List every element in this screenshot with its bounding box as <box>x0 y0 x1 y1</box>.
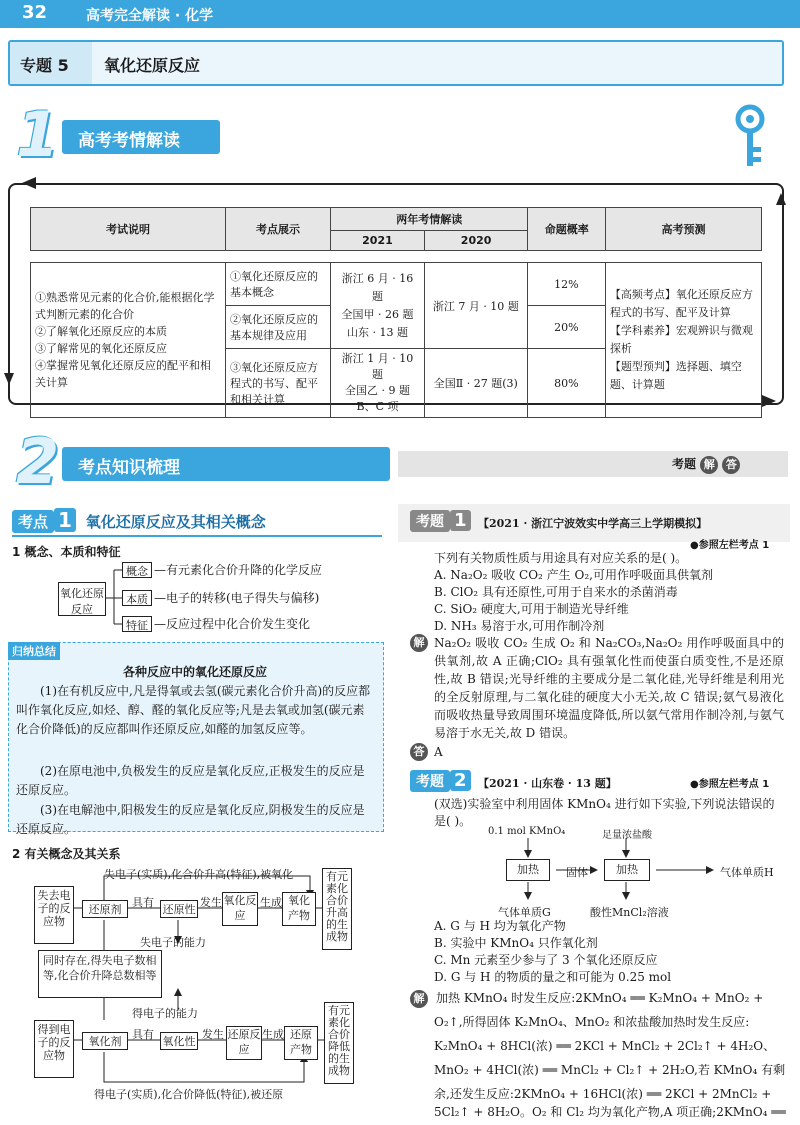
concept-branch-2: 本质 <box>122 590 152 606</box>
y2020-top: 浙江 7 月 · 10 题 <box>424 263 527 349</box>
show-2: ②氧化还原反应的基本规律及应用 <box>226 306 331 349</box>
concept-branch-1: 概念 <box>122 562 152 578</box>
flow-gas-g: 气体单质G <box>498 906 551 919</box>
concept-brace <box>104 562 124 632</box>
summary-tag: 归纳总结 <box>8 642 60 660</box>
rel-jy2: 具有 <box>132 1028 154 1041</box>
q2-option-d: D. G 与 H 的物质的量之和可能为 0.25 mol <box>434 970 672 984</box>
y2020-bottom: 全国Ⅱ · 27 题(3) <box>424 349 527 418</box>
rel-red-product: 还原产物 <box>284 1026 318 1060</box>
q2-exp-6: 5Cl₂↑ + 8H₂O。O₂ 和 Cl₂ 均为氧化产物,A 项正确;2KMnO₄ ══ <box>434 1105 786 1119</box>
q1-jie-mark <box>410 634 428 652</box>
q2-exp-5: 余,还发生反应:2KMnO₄ + 16HCl(浓) ══ 2KCl + 2MnCl₂ + <box>434 1087 772 1101</box>
rel-ox-product: 氧化产物 <box>282 892 316 926</box>
rel-mid-box: 同时存在,得失电子数相等,化合价升降总数相等 <box>38 950 162 998</box>
q1-option-d: D. NH₃ 易溶于水,可用作制冷剂 <box>434 619 605 633</box>
desc-3: ③了解常见的氧化还原反应 <box>35 342 167 355</box>
desc-2: ②了解氧化还原反应的本质 <box>35 325 167 338</box>
q2-exp-2: O₂↑,所得固体 K₂MnO₄、MnO₂ 和浓盐酸加热时发生反应: <box>434 1015 750 1029</box>
kd1-rule <box>12 535 382 537</box>
concept-desc-3: —反应过程中化合价发生变化 <box>154 617 311 631</box>
q1-option-a: A. Na₂O₂ 吸收 CO₂ 产生 O₂,可用作呼吸面具供氧剂 <box>434 568 713 582</box>
q1-badge <box>410 510 471 532</box>
desc-1: ①熟悉常见元素的化合价,能根据化学式判断元素的化合价 <box>35 291 215 321</box>
summary-p3: (3)在电解池中,阳极发生的反应是氧化反应,阴极发生的反应是还原反应。 <box>16 803 365 836</box>
rel-oxidant: 氧化剂 <box>82 1032 128 1050</box>
flow-solid: 固体 <box>566 866 588 879</box>
rel-oxidizability: 氧化性 <box>160 1032 198 1050</box>
rel-reducibility: 还原性 <box>160 900 198 918</box>
th-2021: 2021 <box>331 231 425 251</box>
q1-ref: ●参照左栏考点 1 <box>690 540 770 551</box>
q1-option-c: C. SiO₂ 硬度大,可用于制造光导纤维 <box>434 602 629 616</box>
q2-badge <box>410 770 471 792</box>
prob-3: 80% <box>527 349 605 418</box>
q1-option-b: B. ClO₂ 具有还原性,可用于自来水的杀菌消毒 <box>434 585 678 599</box>
q1-jie-label: 解 <box>410 634 428 652</box>
summary-title: 各种反应中的氧化还原反应 <box>122 665 267 679</box>
q2-option-c: C. Mn 元素至少参与了 3 个氧化还原反应 <box>434 953 658 967</box>
rel-reductant: 还原剂 <box>82 900 128 918</box>
concept-root: 氧化还原反应 <box>58 582 106 616</box>
page-number: 32 <box>22 2 48 23</box>
q2-exp-3: K₂MnO₄ + 8HCl(浓) ══ 2KCl + MnCl₂ + 2Cl₂↑ + 4H₂O、 <box>434 1039 776 1053</box>
q1-num: 1 <box>450 510 471 531</box>
topic-title: 氧化还原反应 <box>104 56 201 75</box>
show-1: ①氧化还原反应的基本概念 <box>226 263 331 306</box>
th-analysis: 两年考情解读 <box>331 208 528 231</box>
flow-heat-2: 加热 <box>604 859 650 881</box>
q2-option-b: B. 实验中 KMnO₄ 只作氧化剂 <box>434 936 598 950</box>
concept-desc-1: —有元素化合价升降的化学反应 <box>154 563 323 577</box>
kaoti-label: 考题 <box>672 457 697 471</box>
th-prob: 命题概率 <box>528 208 606 251</box>
rel-top-line: 失电子(实质),化合价升高(特征),被氧化 <box>104 868 294 881</box>
jie-circle: 解 <box>700 456 718 474</box>
rel-bottom-line: 得电子(实质),化合价降低(特征),被还原 <box>94 1088 284 1101</box>
q2-jie-label: 解 <box>410 990 428 1008</box>
kd1-tag: 考点 <box>12 510 54 533</box>
kd1-header <box>12 508 266 533</box>
prob-2: 20% <box>527 306 605 349</box>
rel-left1: 失去电子的反应物 <box>34 886 74 944</box>
concept-branch-3: 特征 <box>122 616 152 632</box>
kd1-title: 氧化还原反应及其相关概念 <box>85 513 266 531</box>
summary-p1: (1)在有机反应中,凡是得氧或去氢(碳元素化合价升高)的反应都叫作氧化反应,如烃、醇、醛的氧化反应等;凡是去氧或加氢(碳元素化合价降低)的反应都叫作还原反应,如醛的加氢反应等。 <box>16 684 371 736</box>
rel-sc1: 生成 <box>260 896 282 909</box>
q1-da-label: 答 <box>410 743 428 761</box>
y2021-top: 浙江 6 月 · 16 题 全国甲 · 26 题 山东 · 13 题 <box>331 263 424 349</box>
rel-red-reaction: 还原反应 <box>226 1026 262 1060</box>
summary-p2: (2)在原电池中,负极发生的反应是氧化反应,正极发生的反应是还原反应。 <box>16 764 365 797</box>
rel-gain-ability: 得电子的能力 <box>132 1007 198 1020</box>
da-circle: 答 <box>722 456 740 474</box>
th-2020: 2020 <box>424 231 528 251</box>
flow-acid: 足量浓盐酸 <box>602 830 652 841</box>
q1-tag: 考题 <box>410 510 450 532</box>
rel-fs1: 发生 <box>200 896 222 909</box>
rel-lose-ability: 失电子的能力 <box>140 936 206 949</box>
rel-left2: 得到电子的反应物 <box>34 1020 74 1078</box>
q1-da-mark <box>410 743 428 761</box>
section1-title: 高考考情解读 <box>78 131 180 151</box>
q2-num: 2 <box>450 770 471 791</box>
th-show: 考点展示 <box>226 208 331 251</box>
prob-1: 12% <box>527 263 605 306</box>
rel-sc2: 生成 <box>262 1028 284 1041</box>
kd1-num: 1 <box>54 508 76 532</box>
desc-4: ④掌握常见氧化还原反应的配平和相关计算 <box>35 359 211 389</box>
topic-label: 专题 5 <box>20 56 69 75</box>
q2-stem: (双选)实验室中利用固体 KMnO₄ 进行如下实验,下列说法错误的是( )。 <box>434 797 775 828</box>
section1-number: 1 <box>16 98 60 171</box>
q2-exp-1: 加热 KMnO₄ 时发生反应:2KMnO₄ ══ K₂MnO₄ + MnO₂ + <box>436 991 764 1005</box>
flow-solution: 酸性MnCl₂溶液 <box>590 906 669 919</box>
y2021-bottom: 浙江 1 月 · 10 题 全国乙 · 9 题 B、C 项 <box>331 349 424 418</box>
flow-input: 0.1 mol KMnO₄ <box>488 826 566 837</box>
exam-table <box>30 207 762 251</box>
q1-answer: A <box>434 745 443 759</box>
exam-body <box>30 262 762 418</box>
kd1-s2: 2 有关概念及其关系 <box>12 847 121 861</box>
q1-stem: 下列有关物质性质与用途具有对应关系的是( )。 <box>434 551 688 565</box>
q2-jie-mark <box>410 990 428 1008</box>
q2-tag: 考题 <box>410 770 450 792</box>
q2-exp-4: MnO₂ + 4HCl(浓) ══ MnCl₂ + Cl₂↑ + 2H₂O,若 KMnO₄ 有剩 <box>434 1063 786 1077</box>
rel-ox-reaction: 氧化反应 <box>222 892 258 926</box>
rel-fs2: 发生 <box>202 1028 224 1041</box>
q2-option-a: A. G 与 H 均为氧化产物 <box>434 919 566 933</box>
section2-number: 2 <box>16 425 60 498</box>
book-title: 高考完全解读 · 化学 <box>86 8 214 24</box>
section2-title: 考点知识梳理 <box>78 458 180 478</box>
rel-jy1: 具有 <box>132 896 154 909</box>
q1-source: 【2021 · 浙江宁波效实中学高三上学期模拟】 <box>478 517 708 530</box>
kd1-s1: 1 概念、本质和特征 <box>12 545 121 559</box>
kaoti-jieda-tag <box>672 455 740 474</box>
th-desc: 考试说明 <box>31 208 226 251</box>
key-icon <box>730 103 770 169</box>
flow-gas-h: 气体单质H <box>720 866 774 879</box>
pred-cell: 【高频考点】氧化还原反应方程式的书写、配平及计算 【学科素养】宏观辨识与微观探析 【题型预判】选择题、填空题、计算题 <box>605 263 761 418</box>
q2-source: 【2021 · 山东卷 · 13 题】 <box>478 777 617 790</box>
th-pred: 高考预测 <box>606 208 762 251</box>
q2-ref: ●参照左栏考点 1 <box>690 779 770 790</box>
desc-cell <box>31 263 226 418</box>
show-3: ③氧化还原反应方程式的书写、配平和相关计算 <box>226 349 331 418</box>
q1-explanation: Na₂O₂ 吸收 CO₂ 生成 O₂ 和 Na₂CO₃,Na₂O₂ 用作呼吸面具中的供氧剂,故 A 正确;ClO₂ 具有强氧化性而使蛋白质变性,不是还原性,故 B 错误;光导纤维的主要成分是二氧化硅,光导纤维是利用光的全反射原理,与二氧化硅的硬度大小无关,故 C 错误;氨气易液化而吸收热量导致周围环境温度降低,所以氨气常用作制冷剂,与氨气易溶于水无关,故 D 错误。 <box>434 636 784 740</box>
concept-desc-2: —电子的转移(电子得失与偏移) <box>154 591 320 605</box>
rel-right2: 有元素化合价降低的生成物 <box>324 1002 354 1084</box>
flow-heat-1: 加热 <box>506 859 550 881</box>
rel-right1: 有元素化合价升高的生成物 <box>322 868 352 950</box>
